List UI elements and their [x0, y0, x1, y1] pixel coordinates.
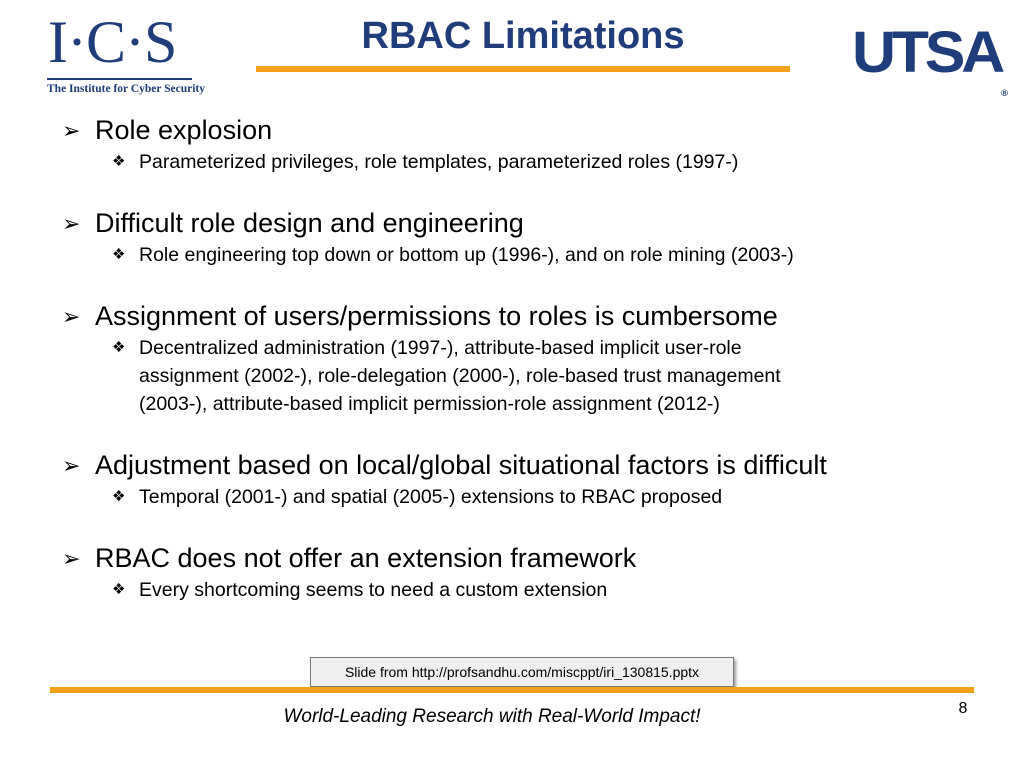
diamond-bullet-icon: ❖	[112, 581, 126, 598]
footer-rule	[50, 687, 974, 693]
bullet-assignment	[62, 298, 962, 418]
page-number: 8	[958, 700, 968, 717]
arrow-bullet-icon: ➢	[62, 546, 81, 571]
bullet-level2	[62, 483, 962, 511]
arrow-bullet-icon: ➢	[62, 118, 81, 143]
diamond-bullet-icon: ❖	[112, 339, 126, 356]
bullet-text: Difficult role design and engineering	[95, 208, 524, 238]
footer-tagline: World-Leading Research with Real-World Impact!	[283, 706, 701, 727]
bullet-level1	[62, 540, 962, 576]
bullet-role-explosion	[62, 112, 962, 176]
bullet-level2	[62, 334, 962, 418]
sub-bullet-text: Temporal (2001-) and spatial (2005-) extensions to RBAC proposed	[139, 486, 723, 508]
sub-bullet-text: assignment (2002-), role-delegation (2000-), role-based trust management	[139, 365, 781, 387]
bullet-text: Assignment of users/permissions to roles is cumbersome	[95, 301, 778, 331]
bullet-adjustment	[62, 447, 962, 511]
bullet-list	[62, 112, 962, 604]
slide-title: RBAC Limitations	[361, 15, 685, 57]
arrow-bullet-icon: ➢	[62, 211, 81, 236]
title-underline	[256, 66, 790, 72]
sub-bullet-text: Role engineering top down or bottom up (1996-), and on role mining (2003-)	[139, 244, 794, 266]
sub-bullet-text: Decentralized administration (1997-), attribute-based implicit user-role	[139, 337, 742, 359]
bullet-text: Adjustment based on local/global situational factors is difficult	[95, 450, 827, 480]
ics-logo-letters: I·C·S	[48, 9, 177, 75]
utsa-logo	[852, 20, 1008, 98]
ics-logo-rule	[47, 78, 192, 80]
arrow-bullet-icon: ➢	[62, 453, 81, 478]
diamond-bullet-icon: ❖	[112, 488, 126, 505]
source-note: Slide from http://profsandhu.com/miscppt/iri_130815.pptx	[310, 657, 734, 687]
bullet-extension-framework	[62, 540, 962, 604]
bullet-text: RBAC does not offer an extension framework	[95, 543, 637, 573]
bullet-level2	[62, 576, 962, 604]
diamond-bullet-icon: ❖	[112, 153, 126, 170]
bullet-level2	[62, 148, 962, 176]
diamond-bullet-icon: ❖	[112, 246, 126, 263]
bullet-level1	[62, 447, 962, 483]
bullet-level1	[62, 112, 962, 148]
registered-mark: ®	[1000, 88, 1008, 98]
sub-bullet-text: Every shortcoming seems to need a custom extension	[139, 579, 608, 601]
utsa-logo-text: UTSA	[852, 20, 1001, 85]
ics-logo	[44, 9, 206, 95]
bullet-role-design	[62, 205, 962, 269]
bullet-text: Role explosion	[95, 115, 273, 145]
sub-bullet-text: Parameterized privileges, role templates, parameterized roles (1997-)	[139, 151, 739, 173]
arrow-bullet-icon: ➢	[62, 304, 81, 329]
sub-bullet-text: (2003-), attribute-based implicit permission-role assignment (2012-)	[139, 393, 720, 415]
bullet-level2	[62, 241, 962, 269]
bullet-level1	[62, 205, 962, 241]
bullet-level1	[62, 298, 962, 334]
ics-logo-subtitle: The Institute for Cyber Security	[47, 83, 206, 95]
